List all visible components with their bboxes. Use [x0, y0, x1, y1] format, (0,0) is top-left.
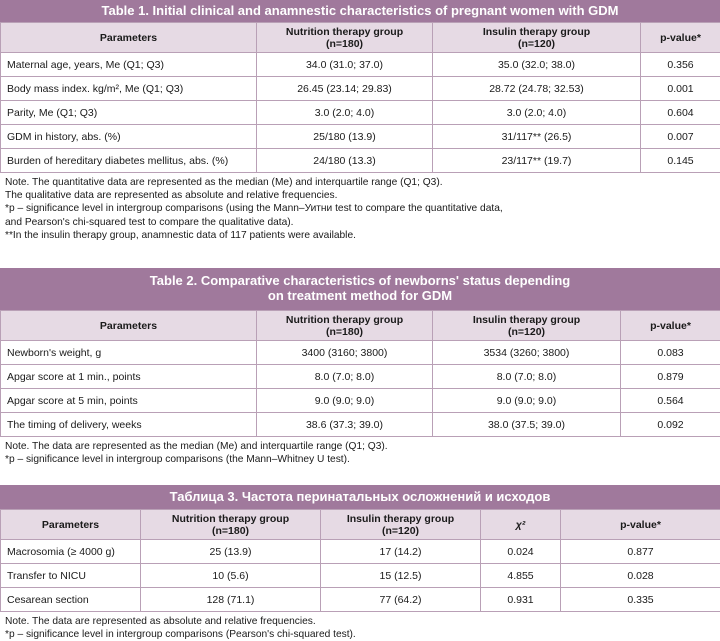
row-nutrition: 25/180 (13.9)	[257, 125, 433, 149]
table-row	[1, 53, 720, 77]
header-insulin-n: (n=120)	[381, 524, 420, 537]
table-row	[1, 564, 720, 588]
header-insulin-n: (n=120)	[517, 37, 556, 50]
table-2	[0, 268, 720, 466]
header-insulin	[433, 23, 641, 53]
table-3-header-row	[1, 510, 720, 540]
header-insulin-label: Insulin therapy group	[482, 25, 591, 38]
row-parameter: Burden of hereditary diabetes mellitus, abs. (%)	[1, 149, 257, 173]
row-p-value: 0.604	[641, 101, 720, 125]
row-insulin: 8.0 (7.0; 8.0)	[433, 365, 621, 389]
row-parameter: Apgar score at 5 min, points	[1, 389, 257, 413]
row-parameter: Newborn's weight, g	[1, 341, 257, 365]
row-nutrition: 34.0 (31.0; 37.0)	[257, 53, 433, 77]
table-1-header-row	[1, 23, 720, 53]
table-2-title-line-1: Table 2. Comparative characteristics of newborns' status depending	[149, 273, 571, 288]
row-insulin: 35.0 (32.0; 38.0)	[433, 53, 641, 77]
header-nutrition	[257, 311, 433, 341]
header-p-value: p-value*	[621, 311, 720, 341]
note-line: *p – significance level in intergroup comparisons (Pearson's chi-squared test).	[5, 629, 356, 641]
header-insulin-label: Insulin therapy group	[346, 512, 455, 525]
row-nutrition: 3.0 (2.0; 4.0)	[257, 101, 433, 125]
table-row	[1, 149, 720, 173]
row-nutrition: 128 (71.1)	[141, 588, 321, 612]
row-nutrition: 8.0 (7.0; 8.0)	[257, 365, 433, 389]
note-line: *p – significance level in intergroup comparisons (the Mann–Whitney U test).	[5, 454, 350, 466]
row-parameter: Cesarean section	[1, 588, 141, 612]
table-row	[1, 389, 720, 413]
header-parameters: Parameters	[1, 23, 257, 53]
row-p-value: 0.028	[561, 564, 720, 588]
table-row	[1, 588, 720, 612]
header-nutrition-label: Nutrition therapy group	[285, 313, 404, 326]
row-chi-squared: 4.855	[481, 564, 561, 588]
row-insulin: 15 (12.5)	[321, 564, 481, 588]
header-nutrition	[257, 23, 433, 53]
header-nutrition-label: Nutrition therapy group	[285, 25, 404, 38]
table-row	[1, 125, 720, 149]
row-insulin: 31/117** (26.5)	[433, 125, 641, 149]
row-nutrition: 26.45 (23.14; 29.83)	[257, 77, 433, 101]
table-3	[0, 485, 720, 641]
row-insulin: 3534 (3260; 3800)	[433, 341, 621, 365]
header-nutrition-label: Nutrition therapy group	[171, 512, 290, 525]
header-nutrition-n: (n=180)	[211, 524, 250, 537]
header-chi-squared: χ²	[481, 510, 561, 540]
row-parameter: Parity, Me (Q1; Q3)	[1, 101, 257, 125]
header-p-value: p-value*	[641, 23, 720, 53]
row-insulin: 17 (14.2)	[321, 540, 481, 564]
row-parameter: Macrosomia (≥ 4000 g)	[1, 540, 141, 564]
table-2-title	[0, 268, 720, 310]
row-insulin: 3.0 (2.0; 4.0)	[433, 101, 641, 125]
header-insulin-label: Insulin therapy group	[472, 313, 581, 326]
note-line: *p – significance level in intergroup comparisons (using the Mann–Уитни test to compare the quantitative data,	[5, 203, 503, 215]
row-nutrition: 9.0 (9.0; 9.0)	[257, 389, 433, 413]
table-row	[1, 341, 720, 365]
row-parameter: Maternal age, years, Me (Q1; Q3)	[1, 53, 257, 77]
row-p-value: 0.356	[641, 53, 720, 77]
note-line: Note. The data are represented as absolute and relative frequencies.	[5, 616, 316, 627]
row-p-value: 0.001	[641, 77, 720, 101]
table-row	[1, 101, 720, 125]
note-line: and Pearson's chi-squared test to compare the qualitative data).	[5, 216, 294, 228]
row-p-value: 0.092	[621, 413, 720, 437]
table-3-notes	[0, 612, 720, 641]
row-parameter: Apgar score at 1 min., points	[1, 365, 257, 389]
row-nutrition: 38.6 (37.3; 39.0)	[257, 413, 433, 437]
row-p-value: 0.564	[621, 389, 720, 413]
row-p-value: 0.879	[621, 365, 720, 389]
header-parameters: Parameters	[1, 311, 257, 341]
row-chi-squared: 0.024	[481, 540, 561, 564]
row-parameter: The timing of delivery, weeks	[1, 413, 257, 437]
header-parameters: Parameters	[1, 510, 141, 540]
row-parameter: GDM in history, abs. (%)	[1, 125, 257, 149]
note-line: Note. The data are represented as the median (Me) and interquartile range (Q1; Q3).	[5, 441, 388, 452]
table-1-grid	[0, 22, 720, 173]
table-1	[0, 0, 720, 242]
row-nutrition: 3400 (3160; 3800)	[257, 341, 433, 365]
header-insulin-n: (n=120)	[507, 325, 546, 338]
row-insulin: 23/117** (19.7)	[433, 149, 641, 173]
note-line: The qualitative data are represented as absolute and relative frequencies.	[5, 190, 338, 202]
row-p-value: 0.145	[641, 149, 720, 173]
row-insulin: 77 (64.2)	[321, 588, 481, 612]
row-p-value: 0.083	[621, 341, 720, 365]
table-1-title: Table 1. Initial clinical and anamnestic characteristics of pregnant women with GDM	[0, 0, 720, 22]
table-3-grid	[0, 509, 720, 612]
row-chi-squared: 0.931	[481, 588, 561, 612]
header-insulin	[321, 510, 481, 540]
row-p-value: 0.877	[561, 540, 720, 564]
row-p-value: 0.007	[641, 125, 720, 149]
table-2-header-row	[1, 311, 720, 341]
table-row	[1, 365, 720, 389]
note-line: **In the insulin therapy group, anamnestic data of 117 patients were available.	[5, 229, 356, 241]
header-insulin	[433, 311, 621, 341]
row-insulin: 28.72 (24.78; 32.53)	[433, 77, 641, 101]
row-parameter: Body mass index. kg/m², Me (Q1; Q3)	[1, 77, 257, 101]
row-nutrition: 10 (5.6)	[141, 564, 321, 588]
row-p-value: 0.335	[561, 588, 720, 612]
header-nutrition	[141, 510, 321, 540]
header-p-value: p-value*	[561, 510, 720, 540]
row-nutrition: 24/180 (13.3)	[257, 149, 433, 173]
row-insulin: 38.0 (37.5; 39.0)	[433, 413, 621, 437]
table-3-title: Таблица 3. Частота перинатальных осложнений и исходов	[0, 485, 720, 509]
table-row	[1, 413, 720, 437]
table-row	[1, 540, 720, 564]
table-row	[1, 77, 720, 101]
table-2-notes	[0, 437, 720, 466]
header-nutrition-n: (n=180)	[325, 325, 364, 338]
table-1-notes	[0, 173, 720, 242]
row-parameter: Transfer to NICU	[1, 564, 141, 588]
note-line: Note. The quantitative data are represented as the median (Me) and interquartile range (Q1; Q3).	[5, 177, 443, 188]
table-2-title-line-2: on treatment method for GDM	[267, 288, 453, 303]
header-nutrition-n: (n=180)	[325, 37, 364, 50]
table-2-grid	[0, 310, 720, 437]
row-insulin: 9.0 (9.0; 9.0)	[433, 389, 621, 413]
row-nutrition: 25 (13.9)	[141, 540, 321, 564]
